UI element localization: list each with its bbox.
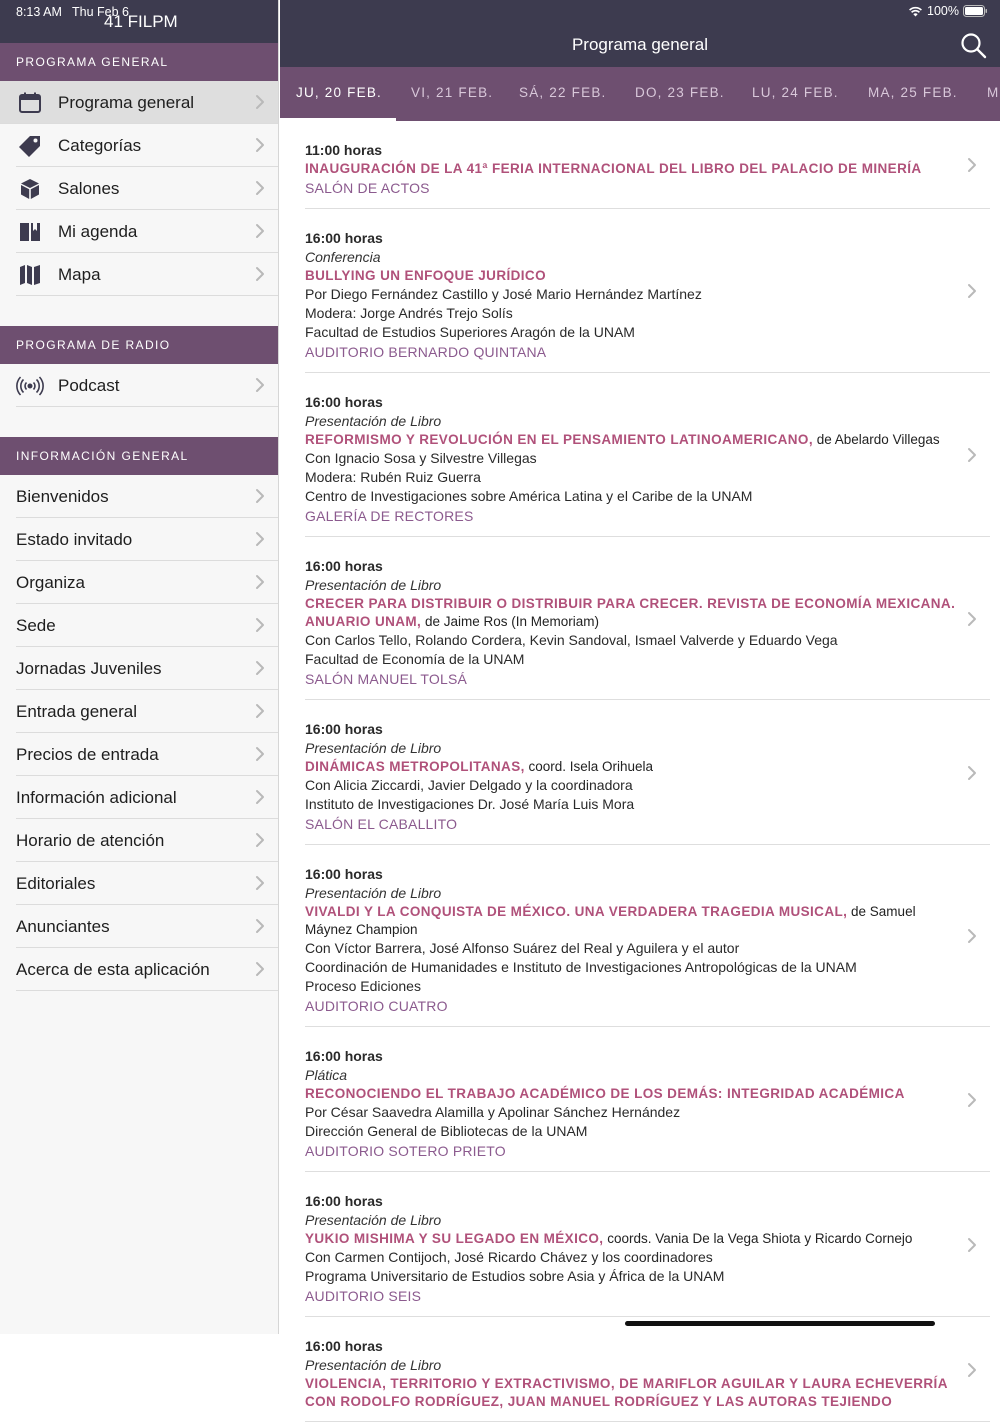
row-divider xyxy=(16,295,278,296)
event-title-text: REFORMISMO Y REVOLUCIÓN EN EL PENSAMIENTO LATINOAMERICANO, xyxy=(305,432,813,447)
sidebar-item-informacion-adicional[interactable] xyxy=(0,776,278,819)
event-title-text: YUKIO MISHIMA Y SU LEGADO EN MÉXICO, xyxy=(305,1231,604,1246)
event-title-text: CRECER PARA DISTRIBUIR O DISTRIBUIR PARA CRECER. REVISTA DE ECONOMÍA MEXICANA. ANUARIO UNAM, xyxy=(305,596,956,629)
event-detail: Proceso Ediciones xyxy=(305,978,421,994)
event-row[interactable] xyxy=(280,373,1000,537)
sidebar-item-label: Acerca de esta aplicación xyxy=(16,959,210,979)
chevron-right-icon xyxy=(967,1237,977,1253)
event-type: Presentación de Libro xyxy=(305,413,442,429)
chevron-right-icon xyxy=(255,660,265,676)
sidebar-item-label: Programa general xyxy=(58,92,195,112)
event-type: Presentación de Libro xyxy=(305,885,442,901)
sidebar-section-header: PROGRAMA GENERAL xyxy=(0,43,278,81)
event-title xyxy=(305,160,960,178)
tab-date[interactable]: DO, 23 FEB. xyxy=(635,85,725,100)
sidebar-item-jornadas-juveniles[interactable] xyxy=(0,647,278,690)
tab-date[interactable]: M xyxy=(987,85,1000,100)
event-row[interactable] xyxy=(280,845,1000,1027)
chevron-right-icon xyxy=(255,875,265,891)
sidebar-item-label: Sede xyxy=(16,615,56,635)
event-title-author: coords. Vania De la Vega Shiota y Ricardo Cornejo xyxy=(603,1231,913,1246)
event-row[interactable] xyxy=(280,1027,1000,1172)
event-detail: Modera: Jorge Andrés Trejo Solís xyxy=(305,305,513,321)
event-time: 16:00 horas xyxy=(305,1338,383,1354)
sidebar-item-categorias[interactable] xyxy=(0,124,278,167)
event-title-text: INAUGURACIÓN DE LA 41ª FERIA INTERNACIONAL DEL LIBRO DEL PALACIO DE MINERÍA xyxy=(305,161,922,176)
chevron-right-icon xyxy=(255,832,265,848)
sidebar-item-label: Entrada general xyxy=(16,701,137,721)
calendar-icon xyxy=(17,91,43,115)
event-title-text: RECONOCIENDO EL TRABAJO ACADÉMICO DE LOS DEMÁS: INTEGRIDAD ACADÉMICA xyxy=(305,1086,905,1101)
sidebar-item-label: Mi agenda xyxy=(58,221,138,241)
sidebar-item-label: Categorías xyxy=(58,135,142,155)
chevron-right-icon xyxy=(967,1362,977,1378)
sidebar-item-label: Mapa xyxy=(58,264,101,284)
sidebar-section-header: INFORMACIÓN GENERAL xyxy=(0,437,278,475)
event-venue: AUDITORIO BERNARDO QUINTANA xyxy=(305,344,547,360)
chevron-right-icon xyxy=(255,531,265,547)
event-title-text: VIOLENCIA, TERRITORIO Y EXTRACTIVISMO, DE MARIFLOR AGUILAR Y LAURA ECHEVERRÍA CON RODOLFO RODRÍGUEZ, JUAN MANUEL RODRÍGUEZ Y LAS AUTORAS TEJIENDO xyxy=(305,1376,948,1409)
navigation-bar xyxy=(280,0,1000,67)
sidebar-item-label: Estado invitado xyxy=(16,529,133,549)
sidebar-sections xyxy=(0,43,278,991)
battery-percent: 100% xyxy=(927,4,959,18)
event-detail: Programa Universitario de Estudios sobre Asia y África de la UNAM xyxy=(305,1268,725,1284)
app-title: 41 FILPM xyxy=(104,12,178,31)
chevron-right-icon xyxy=(255,180,265,196)
event-detail: Con Alicia Ziccardi, Javier Delgado y la coordinadora xyxy=(305,777,633,793)
search-icon[interactable] xyxy=(960,32,988,60)
event-title-author: de Jaime Ros (In Memoriam) xyxy=(421,614,599,629)
sidebar-item-programa-general[interactable] xyxy=(0,81,278,124)
chevron-right-icon xyxy=(255,918,265,934)
home-indicator[interactable] xyxy=(625,1321,935,1326)
event-title xyxy=(305,903,960,939)
tab-date[interactable]: JU, 20 FEB. xyxy=(296,85,382,100)
status-date: Thu Feb 6 xyxy=(72,5,129,19)
event-type: Presentación de Libro xyxy=(305,1357,442,1373)
chevron-right-icon xyxy=(255,961,265,977)
event-row[interactable] xyxy=(280,209,1000,373)
event-type: Presentación de Libro xyxy=(305,740,442,756)
event-type: Presentación de Libro xyxy=(305,577,442,593)
chevron-right-icon xyxy=(967,157,977,173)
status-indicators xyxy=(908,4,988,18)
chevron-right-icon xyxy=(255,137,265,153)
sidebar-item-anunciantes[interactable] xyxy=(0,905,278,948)
event-title xyxy=(305,1230,960,1248)
event-title-text: BULLYING UN ENFOQUE JURÍDICO xyxy=(305,268,546,283)
event-time: 16:00 horas xyxy=(305,1193,383,1209)
sidebar-item-entrada-general[interactable] xyxy=(0,690,278,733)
event-time: 16:00 horas xyxy=(305,558,383,574)
event-venue: SALÓN MANUEL TOLSÁ xyxy=(305,671,468,687)
event-title-text: VIVALDI Y LA CONQUISTA DE MÉXICO. UNA VERDADERA TRAGEDIA MUSICAL, xyxy=(305,904,848,919)
sidebar-item-organiza[interactable] xyxy=(0,561,278,604)
event-detail: Centro de Investigaciones sobre América Latina y el Caribe de la UNAM xyxy=(305,488,753,504)
chevron-right-icon xyxy=(255,488,265,504)
row-divider xyxy=(16,990,278,991)
event-detail: Coordinación de Humanidades e Instituto de Investigaciones Antropológicas de la UNAM xyxy=(305,959,857,975)
date-tabs xyxy=(280,67,1000,121)
chevron-right-icon xyxy=(255,223,265,239)
event-detail: Por César Saavedra Alamilla y Apolinar Sánchez Hernández xyxy=(305,1104,681,1120)
event-type: Conferencia xyxy=(305,249,381,265)
sidebar-section-header: PROGRAMA DE RADIO xyxy=(0,326,278,364)
sidebar-item-label: Organiza xyxy=(16,572,85,592)
broadcast-icon xyxy=(17,374,43,398)
chevron-right-icon xyxy=(967,928,977,944)
sidebar xyxy=(0,0,279,1334)
chevron-right-icon xyxy=(967,283,977,299)
chevron-right-icon xyxy=(255,94,265,110)
chevron-right-icon xyxy=(255,574,265,590)
event-time: 16:00 horas xyxy=(305,1048,383,1064)
event-time: 16:00 horas xyxy=(305,230,383,246)
sidebar-item-label: Horario de atención xyxy=(16,830,165,850)
event-venue: AUDITORIO SEIS xyxy=(305,1288,422,1304)
event-detail: Por Diego Fernández Castillo y José Mario Hernández Martínez xyxy=(305,286,702,302)
event-venue: SALÓN DE ACTOS xyxy=(305,180,430,196)
battery-icon xyxy=(963,5,988,17)
event-detail: Modera: Rubén Ruiz Guerra xyxy=(305,469,481,485)
event-time: 16:00 horas xyxy=(305,394,383,410)
event-row[interactable] xyxy=(280,700,1000,845)
event-venue: GALERÍA DE RECTORES xyxy=(305,508,474,524)
event-detail: Instituto de Investigaciones Dr. José María Luis Mora xyxy=(305,796,635,812)
event-detail: Con Carmen Contijoch, José Ricardo Chávez y los coordinadores xyxy=(305,1249,713,1265)
chevron-right-icon xyxy=(967,765,977,781)
event-row[interactable] xyxy=(280,121,1000,209)
main-panel xyxy=(280,0,1000,1409)
sidebar-item-precios-de-entrada[interactable] xyxy=(0,733,278,776)
event-type: Presentación de Libro xyxy=(305,1212,442,1228)
event-time: 16:00 horas xyxy=(305,866,383,882)
sidebar-item-label: Información adicional xyxy=(16,787,177,807)
event-title-author: de Abelardo Villegas xyxy=(813,432,940,447)
event-detail: Dirección General de Bibliotecas de la UNAM xyxy=(305,1123,588,1139)
event-title xyxy=(305,267,960,285)
section-spacer xyxy=(0,296,278,326)
event-title xyxy=(305,1085,960,1103)
chevron-right-icon xyxy=(255,746,265,762)
tag-icon xyxy=(17,134,43,158)
event-detail: Con Víctor Barrera, José Alfonso Suárez del Real y Aguilera y el autor xyxy=(305,940,740,956)
sidebar-item-label: Editoriales xyxy=(16,873,96,893)
chevron-right-icon xyxy=(255,617,265,633)
chevron-right-icon xyxy=(967,1092,977,1108)
chevron-right-icon xyxy=(255,266,265,282)
sidebar-item-label: Jornadas Juveniles xyxy=(16,658,162,678)
event-row[interactable] xyxy=(280,537,1000,700)
event-title-author: de Samuel Máynez Champion xyxy=(305,904,916,937)
cube-icon xyxy=(17,177,43,201)
event-venue: AUDITORIO CUATRO xyxy=(305,998,448,1014)
sidebar-item-acerca-de-esta-aplicacion[interactable] xyxy=(0,948,278,991)
event-venue: SALÓN EL CABALLITO xyxy=(305,816,458,832)
event-title-author: coord. Isela Orihuela xyxy=(524,759,654,774)
sidebar-item-label: Bienvenidos xyxy=(16,486,109,506)
event-detail: Facultad de Economía de la UNAM xyxy=(305,651,525,667)
event-detail: Facultad de Estudios Superiores Aragón de la UNAM xyxy=(305,324,635,340)
row-divider xyxy=(16,406,278,407)
tab-date[interactable]: LU, 24 FEB. xyxy=(752,85,839,100)
sidebar-item-salones[interactable] xyxy=(0,167,278,210)
status-time: 8:13 AM xyxy=(16,5,62,19)
wifi-icon xyxy=(908,5,923,17)
event-time: 16:00 horas xyxy=(305,721,383,737)
event-title xyxy=(305,758,960,776)
event-detail: Con Carlos Tello, Rolando Cordera, Kevin Sandoval, Ismael Valverde y Eduardo Vega xyxy=(305,632,838,648)
event-title xyxy=(305,1375,960,1411)
sidebar-item-mi-agenda[interactable] xyxy=(0,210,278,253)
sidebar-item-label: Anunciantes xyxy=(16,916,110,936)
sidebar-item-estado-invitado[interactable] xyxy=(0,518,278,561)
chevron-right-icon xyxy=(255,703,265,719)
map-icon xyxy=(17,263,43,287)
chevron-right-icon xyxy=(255,377,265,393)
tab-date[interactable]: VI, 21 FEB. xyxy=(411,85,494,100)
event-time: 11:00 horas xyxy=(305,142,383,158)
chevron-right-icon xyxy=(255,789,265,805)
page-title: Programa general xyxy=(571,35,709,54)
chevron-right-icon xyxy=(967,611,977,627)
sidebar-item-sede[interactable] xyxy=(0,604,278,647)
event-list xyxy=(280,121,1000,1422)
section-spacer xyxy=(0,407,278,437)
event-title xyxy=(305,431,960,449)
sidebar-item-horario-de-atencion[interactable] xyxy=(0,819,278,862)
event-detail: Con Ignacio Sosa y Silvestre Villegas xyxy=(305,450,537,466)
sidebar-item-bienvenidos[interactable] xyxy=(0,475,278,518)
chevron-right-icon xyxy=(967,447,977,463)
sidebar-item-label: Podcast xyxy=(58,375,120,395)
event-row[interactable] xyxy=(280,1317,1000,1422)
sidebar-item-podcast[interactable] xyxy=(0,364,278,407)
sidebar-header xyxy=(0,0,278,43)
sidebar-item-label: Precios de entrada xyxy=(16,744,159,764)
event-venue: AUDITORIO SOTERO PRIETO xyxy=(305,1143,506,1159)
event-title xyxy=(305,595,960,631)
sidebar-item-editoriales[interactable] xyxy=(0,862,278,905)
event-type: Plática xyxy=(305,1067,348,1083)
event-row[interactable] xyxy=(280,1172,1000,1317)
event-title-text: DINÁMICAS METROPOLITANAS, xyxy=(305,759,525,774)
tab-date[interactable]: SÁ, 22 FEB. xyxy=(519,85,607,100)
sidebar-item-mapa[interactable] xyxy=(0,253,278,296)
sidebar-item-label: Salones xyxy=(58,178,120,198)
tab-date[interactable]: MA, 25 FEB. xyxy=(868,85,958,100)
book-icon xyxy=(17,220,43,244)
